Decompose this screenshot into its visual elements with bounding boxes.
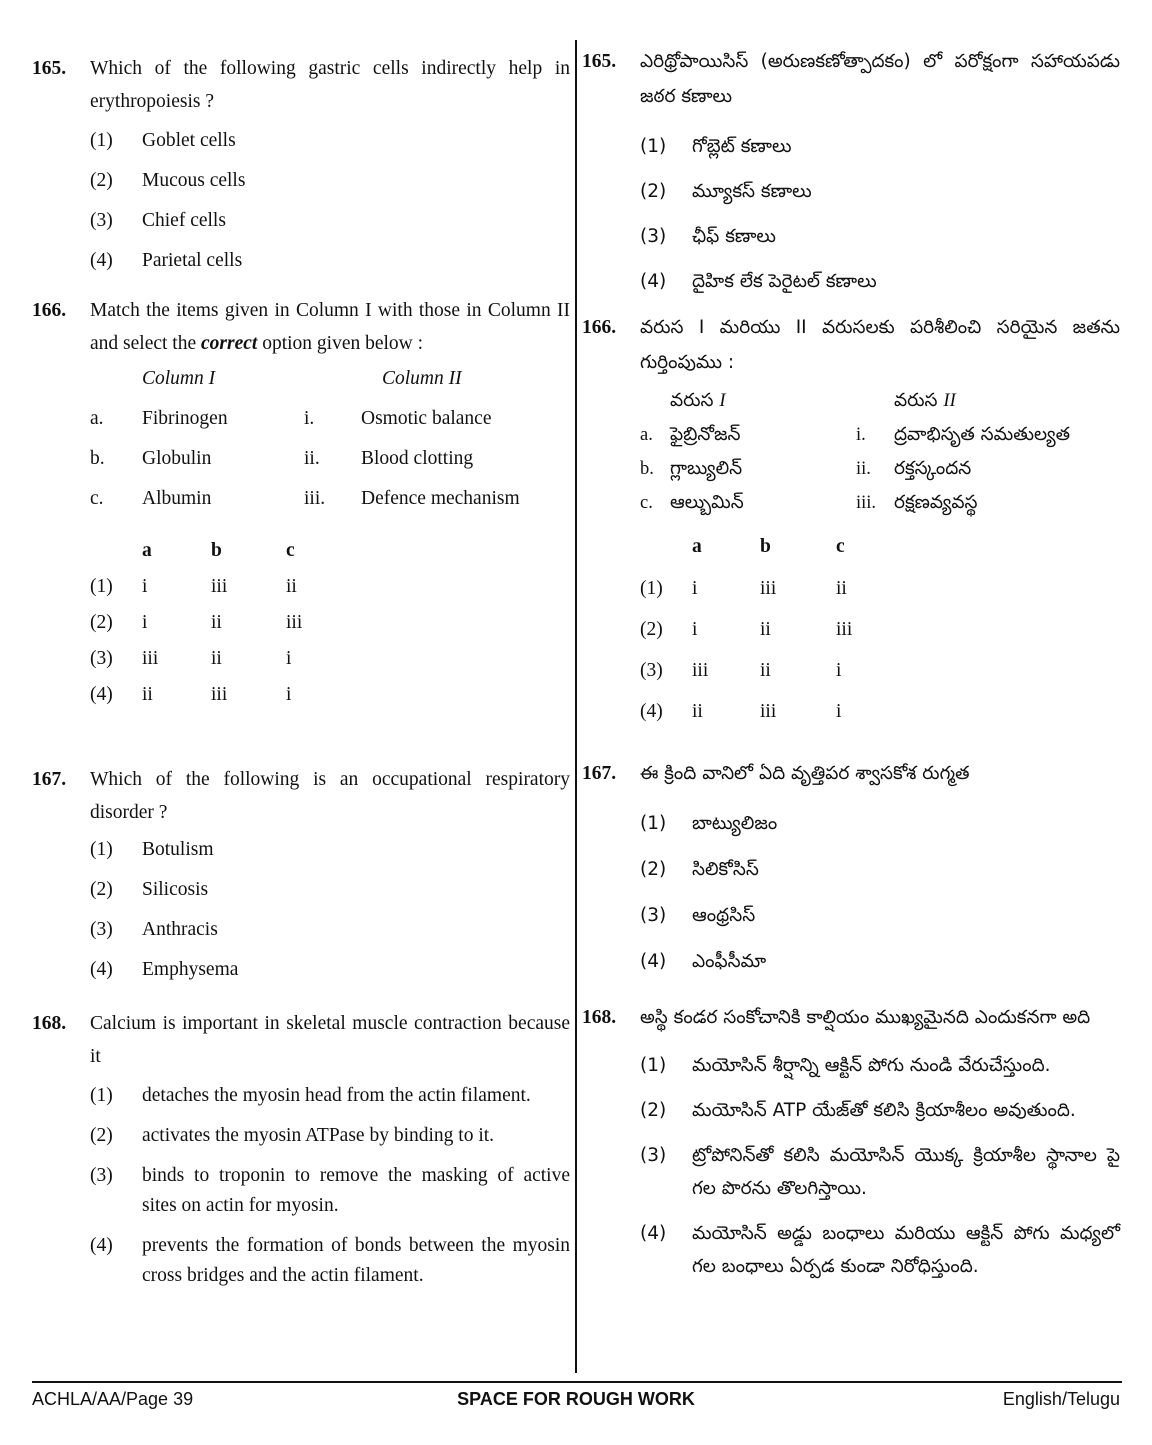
question-168-te: [582, 1000, 1120, 1283]
option-4: (4) ii iii i: [640, 701, 842, 722]
answer-header: a b c: [142, 540, 295, 561]
question-stem: 166. Match the items given in Column I with those in Column II and select the correct option given below :: [32, 294, 570, 360]
question-167-en: [32, 763, 570, 995]
question-text: Calcium is important in skeletal muscle contraction because it: [90, 1013, 570, 1067]
option-4: (4) Parietal cells: [90, 250, 243, 271]
column-i-header: Column I: [142, 368, 216, 389]
question-167-te: [582, 756, 1120, 985]
option-3: (3) iii ii i: [90, 648, 292, 669]
page-code: ACHLA/AA/Page 39: [32, 1389, 194, 1409]
option-3: (3) ఛీఫ్ కణాలు: [640, 226, 776, 247]
question-stem: [582, 310, 1120, 380]
column-divider: [575, 40, 577, 1373]
option-1: (1) బాట్యులిజం: [640, 813, 778, 834]
question-stem: [32, 52, 570, 118]
column-headers: [32, 364, 570, 404]
match-row-c: c. ఆల్బుమిన్ iii. రక్షణవ్యవస్థ: [640, 492, 978, 513]
option-4: (4) prevents the formation of bonds between the myosin cross bridges and the actin filament.: [90, 1235, 570, 1286]
question-166-te: [582, 310, 1120, 738]
column-ii-header: వరుస II: [894, 390, 956, 411]
question-stem: [582, 1000, 1120, 1035]
question-text: Which of the following is an occupational respiratory disorder ?: [90, 769, 570, 823]
option-3: (3) binds to troponin to remove the masking of active sites on actin for myosin.: [90, 1165, 570, 1216]
match-row-a: a. Fibrinogen i. Osmotic balance: [90, 408, 492, 429]
page-footer: [32, 1389, 1120, 1415]
question-number: 167.: [582, 763, 617, 784]
question-165-en: [32, 52, 570, 286]
question-text: ఈ క్రింది వానిలో ఏది వృత్తిపర శ్వాసకోశ రుగ్మత: [640, 763, 970, 784]
option-4: (4) మయోసిన్ అడ్డు బంధాలు మరియు ఆక్టిన్ పోగు మధ్యలో గల బంధాలు ఏర్పడ కుండా నిరోధిస్తుంది.: [640, 1223, 1120, 1277]
answer-header: a b c: [692, 536, 845, 557]
option-4: (4) ఎంఫీసీమా: [640, 951, 767, 972]
option-1: (1) మయోసిన్ శీర్షాన్ని ఆక్టిన్ పోగు నుండి వేరుచేస్తుంది.: [640, 1055, 1051, 1076]
column-headers: [582, 386, 1120, 420]
column-i-header: వరుస I: [670, 390, 726, 411]
option-1: (1) i iii ii: [640, 578, 847, 599]
footer-rule: [32, 1381, 1122, 1383]
option-4: (4) Emphysema: [90, 959, 239, 980]
option-2: (2) మయోసిన్ ATP యేజ్‌తో కలిసి క్రియాశీలం అవుతుంది.: [640, 1100, 1076, 1121]
question-text: వరుస I మరియు II వరుసలకు పరిశీలించి సరియైన జతను గుర్తింపుము :: [640, 317, 1120, 373]
question-number: 165.: [32, 58, 67, 79]
rough-work-label: SPACE FOR ROUGH WORK: [457, 1389, 695, 1409]
option-2: (2) i ii iii: [90, 612, 303, 633]
option-2: (2) సిలికోసిస్: [640, 859, 759, 880]
option-2: (2) Silicosis: [90, 879, 209, 900]
option-4: (4) దైహిక లేక పెరైటల్ కణాలు: [640, 271, 877, 292]
question-text: అస్థి కండర సంకోచానికి కాల్షియం ముఖ్యమైనది ఎందుకనగా అది: [640, 1007, 1091, 1028]
question-166-en: [32, 294, 570, 716]
column-ii-header: Column II: [382, 368, 462, 389]
option-2: (2) activates the myosin ATPase by binding to it.: [90, 1125, 495, 1146]
option-1: (1) గోబ్లెట్ కణాలు: [640, 136, 792, 157]
match-row-c: c. Albumin iii. Defence mechanism: [90, 488, 520, 509]
question-number: 168.: [582, 1007, 617, 1028]
option-1: (1) i iii ii: [90, 576, 297, 597]
option-4: (4) ii iii i: [90, 684, 292, 705]
question-number: 167.: [32, 769, 67, 790]
question-stem: [582, 44, 1120, 114]
question-stem: [32, 763, 570, 829]
language-label: English/Telugu: [1002, 1389, 1120, 1409]
match-row-b: b. Globulin ii. Blood clotting: [90, 448, 474, 469]
option-2: (2) i ii iii: [640, 619, 853, 640]
option-2: (2) Mucous cells: [90, 170, 246, 191]
question-text: Which of the following gastric cells indirectly help in erythropoiesis ?: [90, 58, 570, 112]
option-3: (3) Anthracis: [90, 919, 218, 940]
question-165-te: [582, 44, 1120, 305]
question-number: 168.: [32, 1013, 67, 1034]
question-stem: [582, 756, 1120, 791]
question-stem: [32, 1007, 570, 1073]
question-number: 166.: [582, 317, 617, 338]
option-3: (3) ఆంథ్రసిస్: [640, 905, 756, 926]
option-3: (3) iii ii i: [640, 660, 842, 681]
match-row-b: b. గ్లాబ్యులిన్ ii. రక్తస్కందన: [640, 458, 972, 479]
option-2: (2) మ్యూకస్ కణాలు: [640, 181, 812, 202]
option-3: (3) Chief cells: [90, 210, 226, 231]
option-1: (1) Goblet cells: [90, 130, 236, 151]
option-3: (3) ట్రోపోనిన్‌తో కలిసి మయోసిన్ యొక్క క్రియాశీల స్థానాల పై గల పొరను తొలగిస్తాయి.: [640, 1145, 1120, 1199]
question-number: 166.: [32, 300, 67, 321]
option-1: (1) detaches the myosin head from the actin filament.: [90, 1085, 531, 1106]
question-number: 165.: [582, 51, 617, 72]
question-text: ఎరిథ్రోపాయిసిస్ (అరుణకణోత్పాదకం) లో పరోక్షంగా సహాయపడు జఠర కణాలు: [640, 51, 1120, 107]
question-168-en: [32, 1007, 570, 1291]
match-row-a: a. ఫైబ్రినోజన్ i. ద్రవాభిసృత సమతుల్యత: [640, 424, 1070, 445]
option-1: (1) Botulism: [90, 839, 214, 860]
